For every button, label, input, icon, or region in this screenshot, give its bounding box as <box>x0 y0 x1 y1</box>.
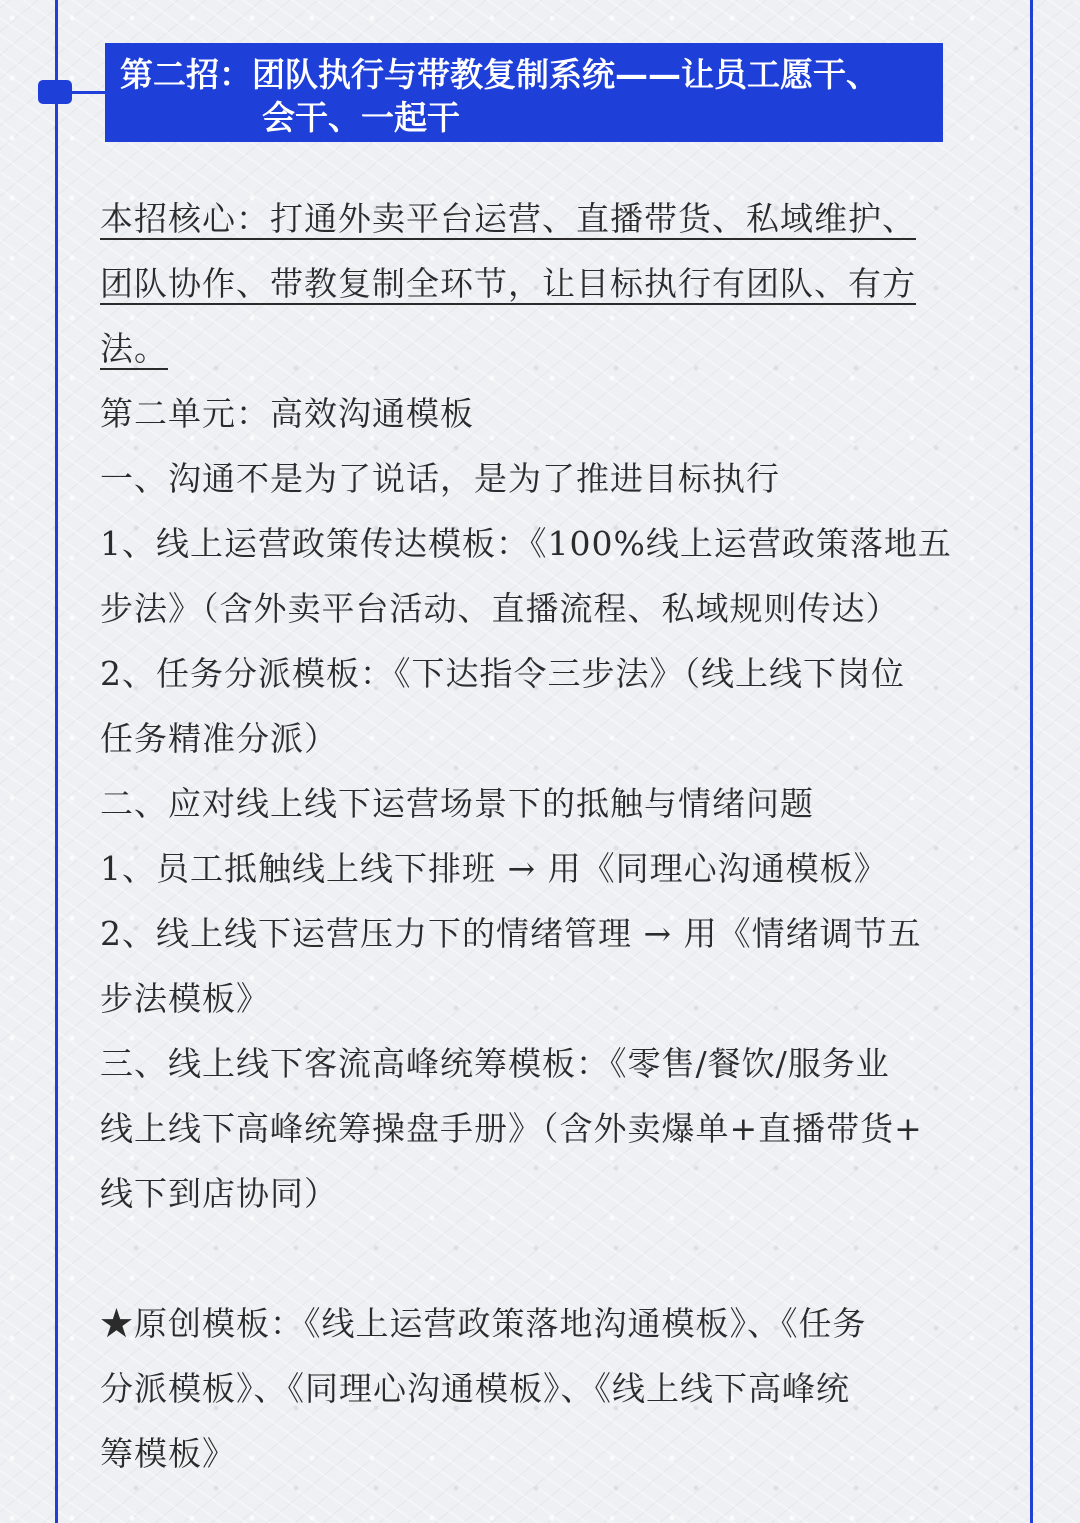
title-connector-knob <box>38 80 72 104</box>
body-line: 线下到店协同） <box>100 1174 338 1213</box>
section-title-banner <box>105 43 943 142</box>
core-line: 团队协作、带教复制全环节，让目标执行有团队、有方 <box>100 264 916 303</box>
section-heading: 一、沟通不是为了说话，是为了推进目标执行 <box>100 459 780 498</box>
body-line: 任务精准分派） <box>100 719 338 758</box>
body-line: 2、线上线下运营压力下的情绪管理 → 用《情绪调节五 <box>100 914 922 953</box>
core-line: 本招核心：打通外卖平台运营、直播带货、私域维护、 <box>100 199 916 238</box>
body-line: 步法》（含外卖平台活动、直播流程、私域规则传达） <box>100 589 900 628</box>
section-heading: 二、应对线上线下运营场景下的抵触与情绪问题 <box>100 784 814 823</box>
body-line: 1、员工抵触线上线下排班 → 用《同理心沟通模板》 <box>100 849 888 888</box>
article-content <box>100 186 1000 1486</box>
section-heading: 三、线上线下客流高峰统筹模板：《零售/餐饮/服务业 <box>100 1044 890 1083</box>
body-line: 步法模板》 <box>100 979 270 1018</box>
original-templates-line: 分派模板》、《同理心沟通模板》、《线上线下高峰统 <box>100 1369 850 1408</box>
original-templates-line: 筹模板》 <box>100 1434 236 1473</box>
original-templates-line: ★原创模板：《线上运营政策落地沟通模板》、《任务 <box>100 1304 867 1343</box>
body-line: 线上线下高峰统筹操盘手册》（含外卖爆单+直播带货+ <box>100 1109 923 1148</box>
title-line-2: 会干、一起干 <box>262 98 460 137</box>
frame-left-border <box>55 0 58 1523</box>
title-line-1: 第二招：团队执行与带教复制系统——让员工愿干、 <box>120 55 879 94</box>
core-line: 法。 <box>100 329 168 368</box>
unit-heading: 第二单元：高效沟通模板 <box>100 394 474 433</box>
frame-right-border <box>1030 0 1033 1523</box>
body-line: 1、线上运营政策传达模板：《100%线上运营政策落地五 <box>100 524 952 563</box>
blank-line <box>100 1226 1000 1291</box>
core-line-wrap <box>100 316 1000 381</box>
body-line: 2、任务分派模板：《下达指令三步法》（线上线下岗位 <box>100 654 905 693</box>
